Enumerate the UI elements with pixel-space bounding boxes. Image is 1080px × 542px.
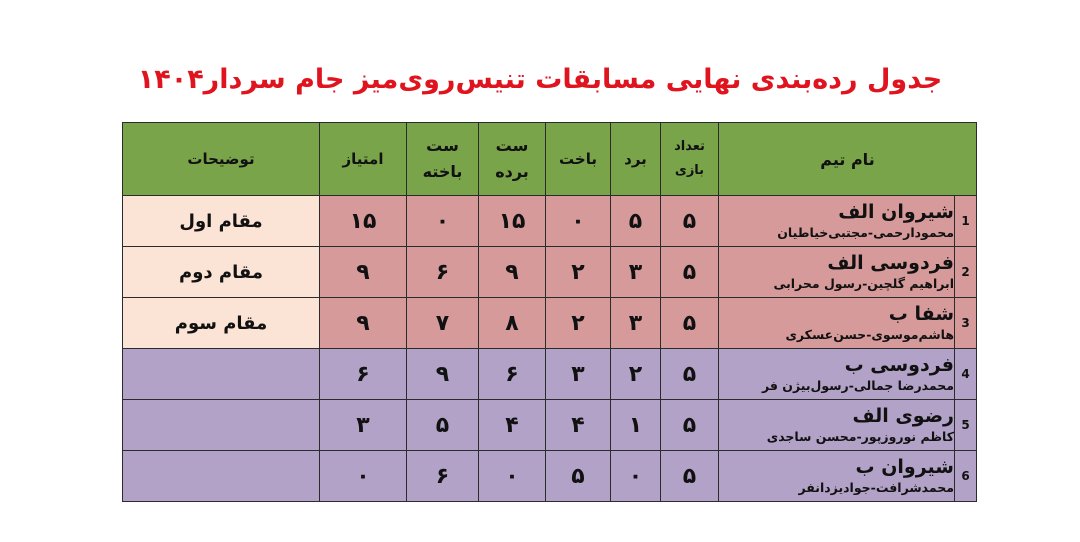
notes-cell: مقام سوم [123,298,320,349]
team-players: کاظم نوروزپور-محسن ساجدی [766,429,954,444]
losses-cell: ۴ [546,400,611,451]
team-name: فردوسی ب [844,354,954,376]
team-name: فردوسی الف [827,252,954,274]
team-name: شیروان الف [838,201,954,223]
sets-won-cell: ۴ [479,400,546,451]
rank-cell: 3 [955,298,977,349]
header-notes: توضیحات [123,123,320,196]
team-cell [719,400,955,451]
games-cell: ۵ [661,451,719,502]
team-players: محمدرضا جمالی-رسول‌بیژن فر [761,378,954,393]
games-cell: ۵ [661,247,719,298]
games-cell: ۵ [661,298,719,349]
header-sets-lost-line2: باخته [422,162,463,181]
team-cell [719,298,955,349]
header-sets-lost [407,123,479,196]
team-name: شفا ب [888,303,954,325]
header-sets-won-line1: ست [495,136,529,155]
games-cell: ۵ [661,196,719,247]
games-cell: ۵ [661,400,719,451]
wins-cell: ۳ [611,247,661,298]
losses-cell: ۳ [546,349,611,400]
sets-lost-cell: ۶ [407,451,479,502]
header-team: نام تیم [719,123,977,196]
standings-table [122,122,977,502]
table-row [123,247,977,298]
header-sets-lost-line1: ست [426,136,459,155]
points-cell: ۶ [320,349,407,400]
games-cell: ۵ [661,349,719,400]
page-title: جدول رده‌بندی نهایی مسابقات تنیس‌روی‌میز جام سردار۱۴۰۴ [137,64,943,95]
table-row [123,451,977,502]
notes-cell: مقام دوم [123,247,320,298]
rank-cell: 5 [955,400,977,451]
team-name: شیروان ب [855,456,954,478]
rank-cell: 1 [955,196,977,247]
header-games-line2: بازی [674,163,705,178]
table-row [123,196,977,247]
points-cell: ۳ [320,400,407,451]
sets-lost-cell: ۹ [407,349,479,400]
team-players: ابراهیم گلچین-رسول محرابی [773,276,954,291]
sets-won-cell: ۶ [479,349,546,400]
rank-cell: 2 [955,247,977,298]
team-players: هاشم‌موسوی-حسن‌عسکری [785,327,954,342]
sets-won-cell: ۱۵ [479,196,546,247]
sets-lost-cell: ۵ [407,400,479,451]
wins-cell: ۲ [611,349,661,400]
sets-won-cell: ۰ [479,451,546,502]
losses-cell: ۰ [546,196,611,247]
team-players: محمدشرافت-جوادیزدانفر [798,480,954,495]
team-players: محمودارحمی-مجتبی‌خیاطیان [777,225,954,240]
team-cell [719,247,955,298]
sets-lost-cell: ۰ [407,196,479,247]
team-cell [719,349,955,400]
header-sets-won-line2: برده [495,162,529,181]
points-cell: ۹ [320,298,407,349]
notes-cell [123,349,320,400]
header-row [123,123,977,196]
team-cell [719,451,955,502]
header-losses: باخت [546,123,611,196]
losses-cell: ۲ [546,298,611,349]
rank-cell: 4 [955,349,977,400]
notes-cell [123,451,320,502]
points-cell: ۱۵ [320,196,407,247]
header-games-line1: تعداد [674,139,705,154]
header-points: امتیاز [320,123,407,196]
points-cell: ۹ [320,247,407,298]
table-row [123,400,977,451]
wins-cell: ۰ [611,451,661,502]
losses-cell: ۲ [546,247,611,298]
wins-cell: ۳ [611,298,661,349]
sets-won-cell: ۹ [479,247,546,298]
points-cell: ۰ [320,451,407,502]
wins-cell: ۵ [611,196,661,247]
sets-won-cell: ۸ [479,298,546,349]
table-row [123,349,977,400]
rank-cell: 6 [955,451,977,502]
header-sets-won [479,123,546,196]
sets-lost-cell: ۶ [407,247,479,298]
team-cell [719,196,955,247]
notes-cell: مقام اول [123,196,320,247]
header-games [661,123,719,196]
table-row [123,298,977,349]
header-wins: برد [611,123,661,196]
sets-lost-cell: ۷ [407,298,479,349]
notes-cell [123,400,320,451]
team-name: رضوی الف [852,405,954,427]
losses-cell: ۵ [546,451,611,502]
wins-cell: ۱ [611,400,661,451]
